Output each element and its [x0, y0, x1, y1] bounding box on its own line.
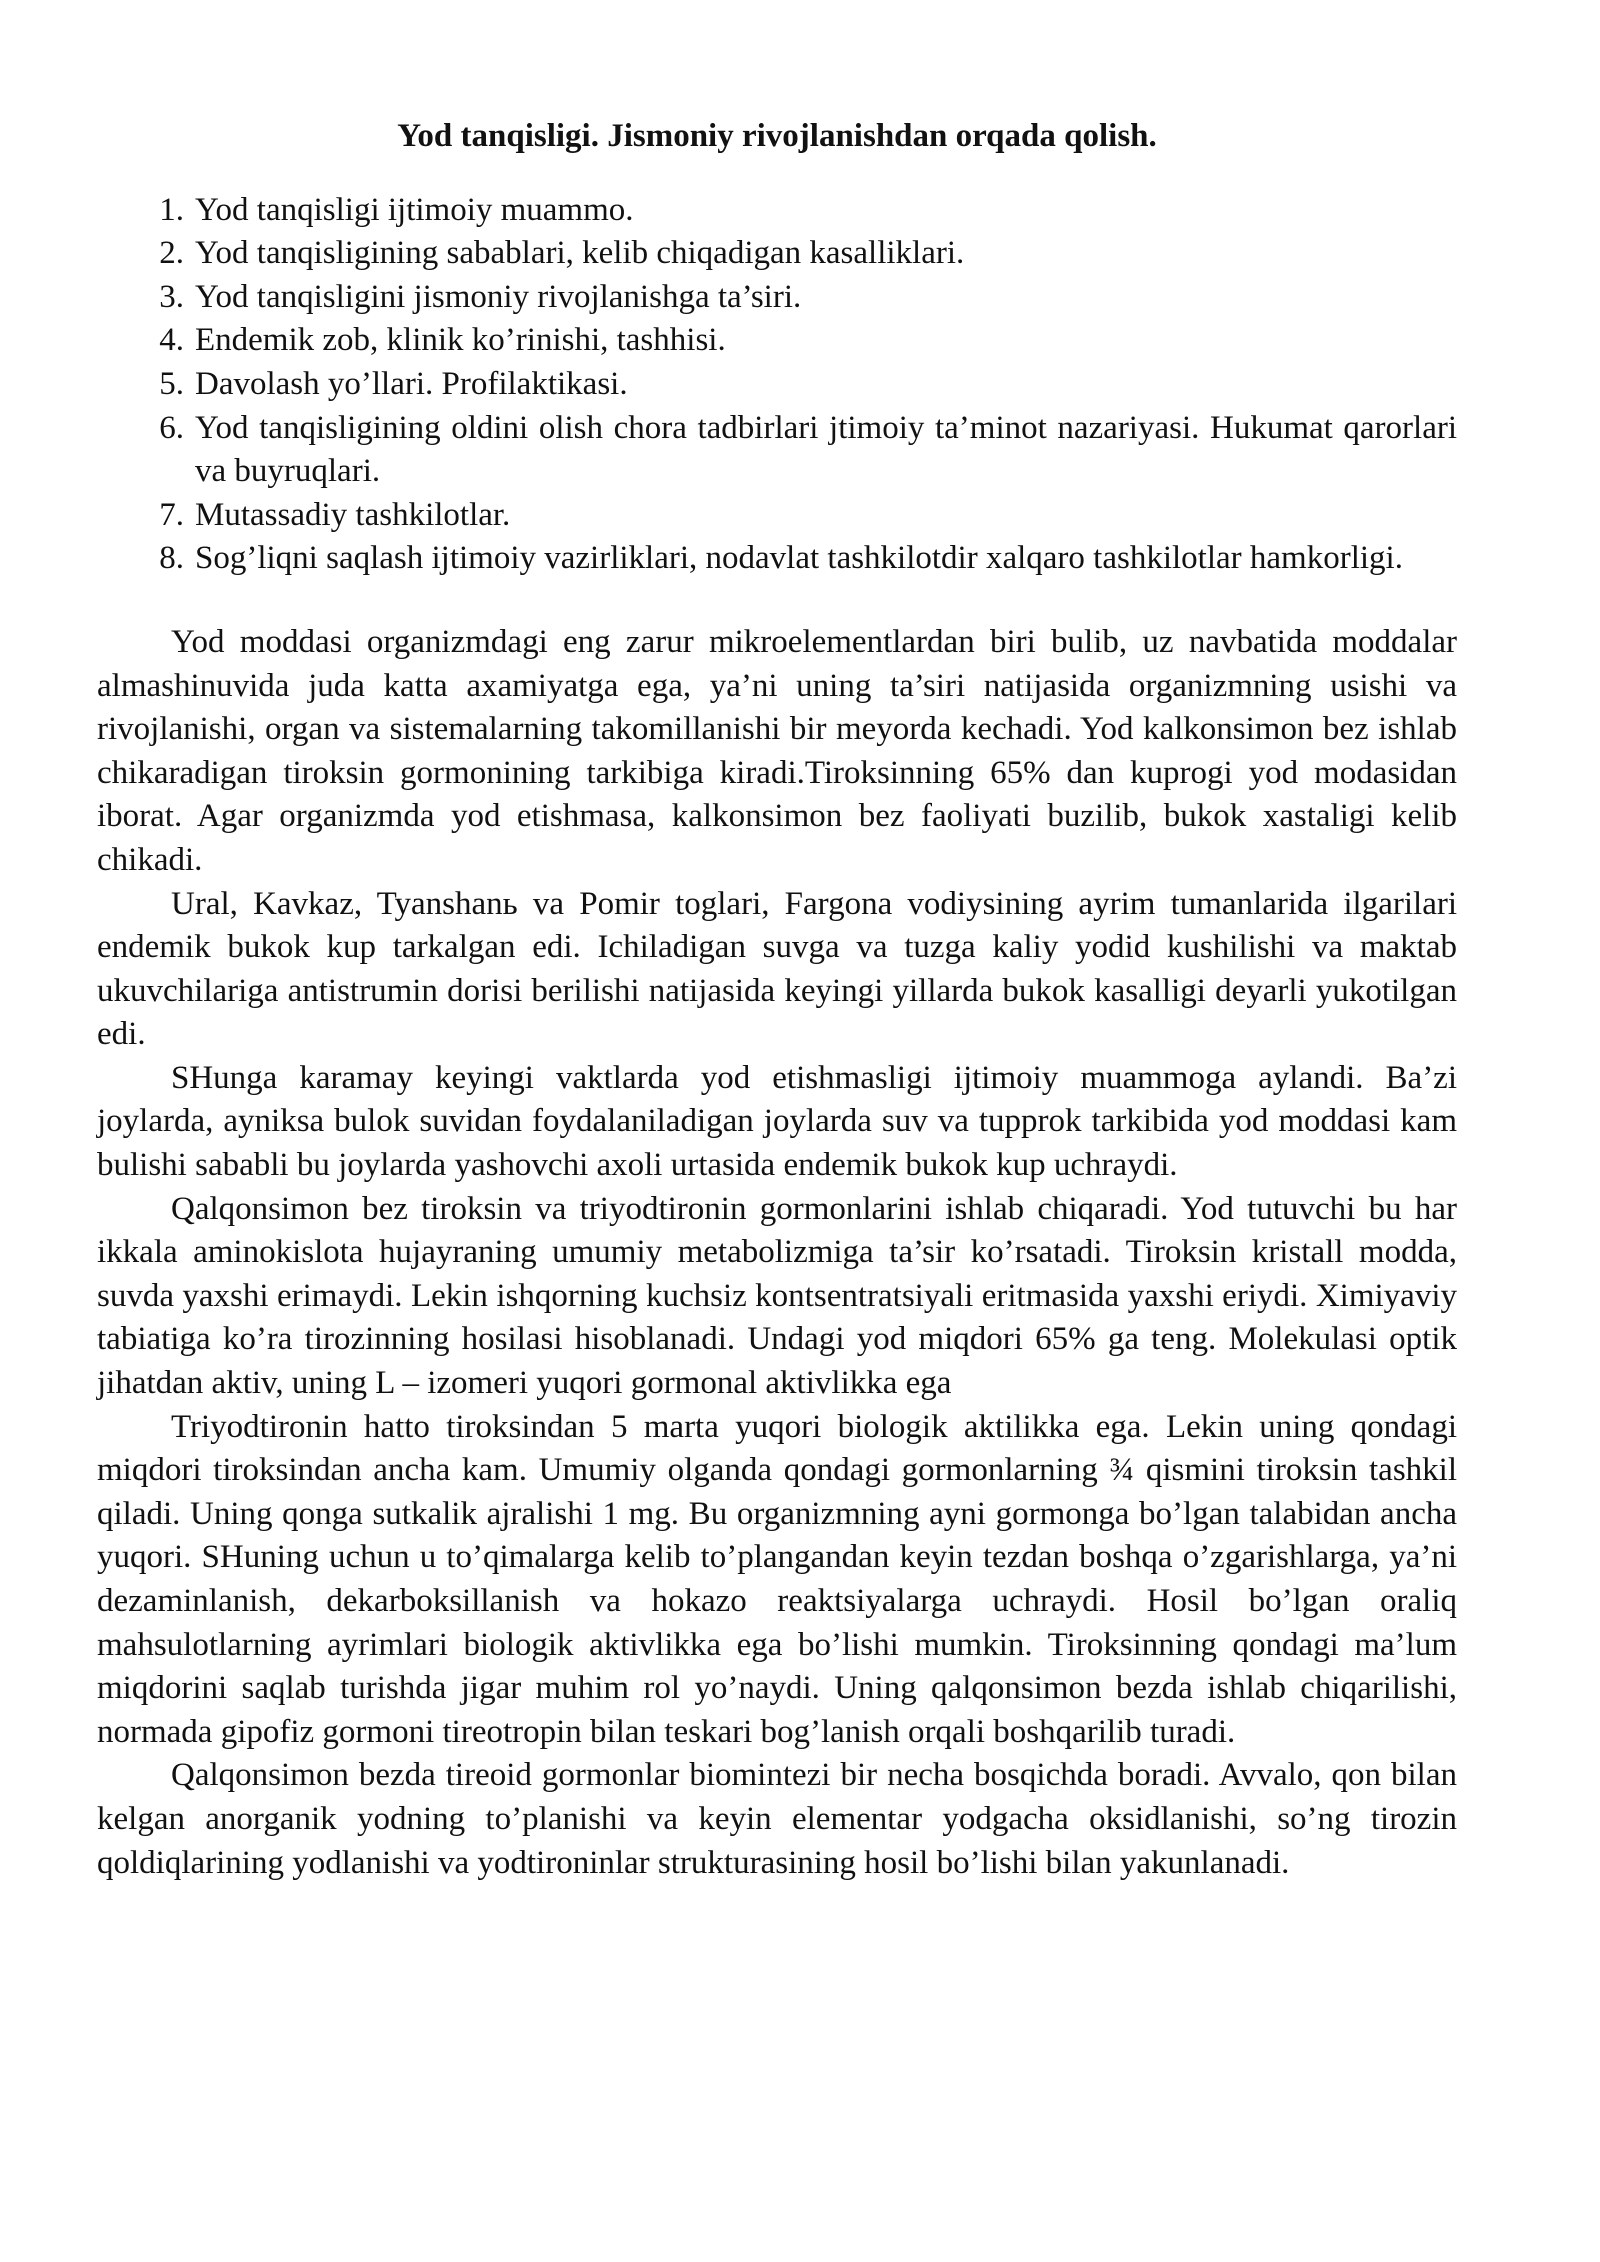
paragraph: Triyodtironin hatto tiroksindan 5 marta yuqori biologik aktilikka ega. Lekin uning qondagi miqdori tiroksindan ancha kam. Umumiy olganda qondagi gormonlarning ¾ qismini tiroksin tashkil qiladi. Uning qonga sutkalik ajralishi 1 mg. Bu organizmning ayni gormonga bo’lgan talabidan ancha yuqori. SHuning uchun u to’qimalarga kelib to’plangandan keyin tezdan boshqa o’zgarishlarga, ya’ni dezaminlanish, dekarboksillanish va hokazo reaktsiyalarga uchraydi. Hosil bo’lgan oraliq mahsulotlarning ayrimlari biologik aktivlikka ega bo’lishi mumkin. Tiroksinning qondagi ma’lum miqdorini saqlab turishda jigar muhim rol yo’naydi. Uning qalqonsimon bezda ishlab chiqarilishi, normada gipofiz gormoni tireotropin bilan teskari bog’lanish orqali boshqarilib turadi. [97, 1408, 1457, 1750]
document-title-bold: Yod tanqisligi. Jismoniy rivojlanishdan orqada qolish [397, 118, 1149, 154]
paragraph: Qalqonsimon bezda tireoid gormonlar biomintezi bir necha bosqichda boradi. Avvalo, qon bilan kelgan anorganik yodning to’planishi va keyin elementar yodgacha oksidlanishi, so’ng tirozin qoldiqlarining yodlanishi va yodtironinlar strukturasining hosil bo’lishi bilan yakunlanadi. [97, 1757, 1457, 1881]
document-title-tail: . [1148, 118, 1157, 154]
topic-text: Yod tanqisligini jismoniy rivojlanishga ta’siri. [195, 278, 802, 315]
topic-item [97, 319, 1457, 363]
topic-item [97, 363, 1457, 407]
topic-number: 6. [159, 409, 184, 446]
topic-item [97, 276, 1457, 320]
topic-item [97, 407, 1457, 494]
topic-number: 1. [159, 191, 184, 228]
topic-text: Sog’liqni saqlash ijtimoiy vazirliklari, nodavlat tashkilotdir xalqaro tashkilotlar hamkorligi. [195, 540, 1403, 577]
topic-text: Mutassadiy tashkilotlar. [195, 496, 511, 533]
topic-number: 3. [159, 278, 184, 315]
body-text [97, 621, 1457, 1885]
document-title [97, 115, 1457, 159]
paragraph: Yod moddasi organizmdagi eng zarur mikroelementlardan biri bulib, uz navbatida moddalar almashinuvida juda katta axamiyatga ega, ya’ni uning ta’siri natijasida organizmning usishi va rivojlanishi, organ va sistemalarning takomillanishi bir meyorda kechadi. Yod kalkonsimon bez ishlab chikaradigan tiroksin gormonining tarkibiga kiradi.Tiroksinning 65% dan kuprogi yod modasidan iborat. Agar organizmda yod etishmasa, kalkonsimon bez faoliyati buzilib, bukok xastaligi kelib chikadi. [97, 623, 1457, 878]
topic-text: Yod tanqisligining oldini olish chora tadbirlari jtimoiy ta’minot nazariyasi. Hukumat qarorlari va buyruqlari. [195, 409, 1457, 490]
paragraph: Ural, Kavkaz, Tyanshanь va Pomir toglari, Fargona vodiysining ayrim tumanlarida ilgarilari endemik bukok kup tarkalgan edi. Ichiladigan suvga va tuzga kaliy yodid kushilishi va maktab ukuvchilariga antistrumin dorisi berilishi natijasida keyingi yillarda bukok kasalligi deyarli yukotilgan edi. [97, 885, 1457, 1053]
topic-text: Davolash yo’llari. Profilaktikasi. [195, 365, 628, 402]
topic-number: 7. [159, 496, 184, 533]
topics-list [97, 189, 1457, 581]
topic-item [97, 494, 1457, 538]
topic-number: 5. [159, 365, 184, 402]
topic-item [97, 537, 1457, 581]
topic-number: 8. [159, 540, 184, 577]
paragraph: SHunga karamay keyingi vaktlarda yod etishmasligi ijtimoiy muammoga aylandi. Ba’zi joylarda, ayniksa bulok suvidan foydalaniladigan joylarda suv va tupprok tarkibida yod moddasi kam bulishi sababli bu joylarda yashovchi axoli urtasida endemik bukok kup uchraydi. [97, 1059, 1457, 1184]
topic-text: Yod tanqisligi ijtimoiy muammo. [195, 191, 634, 228]
document-page [97, 0, 1457, 1885]
paragraph: Qalqonsimon bez tiroksin va triyodtironin gormonlarini ishlab chiqaradi. Yod tutuvchi bu har ikkala aminokislota hujayraning umumiy metabolizmiga ta’sir ko’rsatadi. Tiroksin kristall modda, suvda yaxshi erimaydi. Lekin ishqorning kuchsiz kontsentratsiyali eritmasida yaxshi eriydi. Ximiyaviy tabiatiga ko’ra tirozinning hosilasi hisoblanadi. Undagi yod miqdori 65% ga teng. Molekulasi optik jihatdan aktiv, uning L – izomeri yuqori gormonal aktivlikka ega [97, 1190, 1457, 1402]
topic-text: Yod tanqisligining sabablari, kelib chiqadigan kasalliklari. [195, 235, 965, 272]
topic-number: 4. [159, 322, 184, 359]
topic-item [97, 189, 1457, 233]
topic-item [97, 232, 1457, 276]
topic-text: Endemik zob, klinik ko’rinishi, tashhisi. [195, 322, 726, 359]
topic-number: 2. [159, 235, 184, 272]
